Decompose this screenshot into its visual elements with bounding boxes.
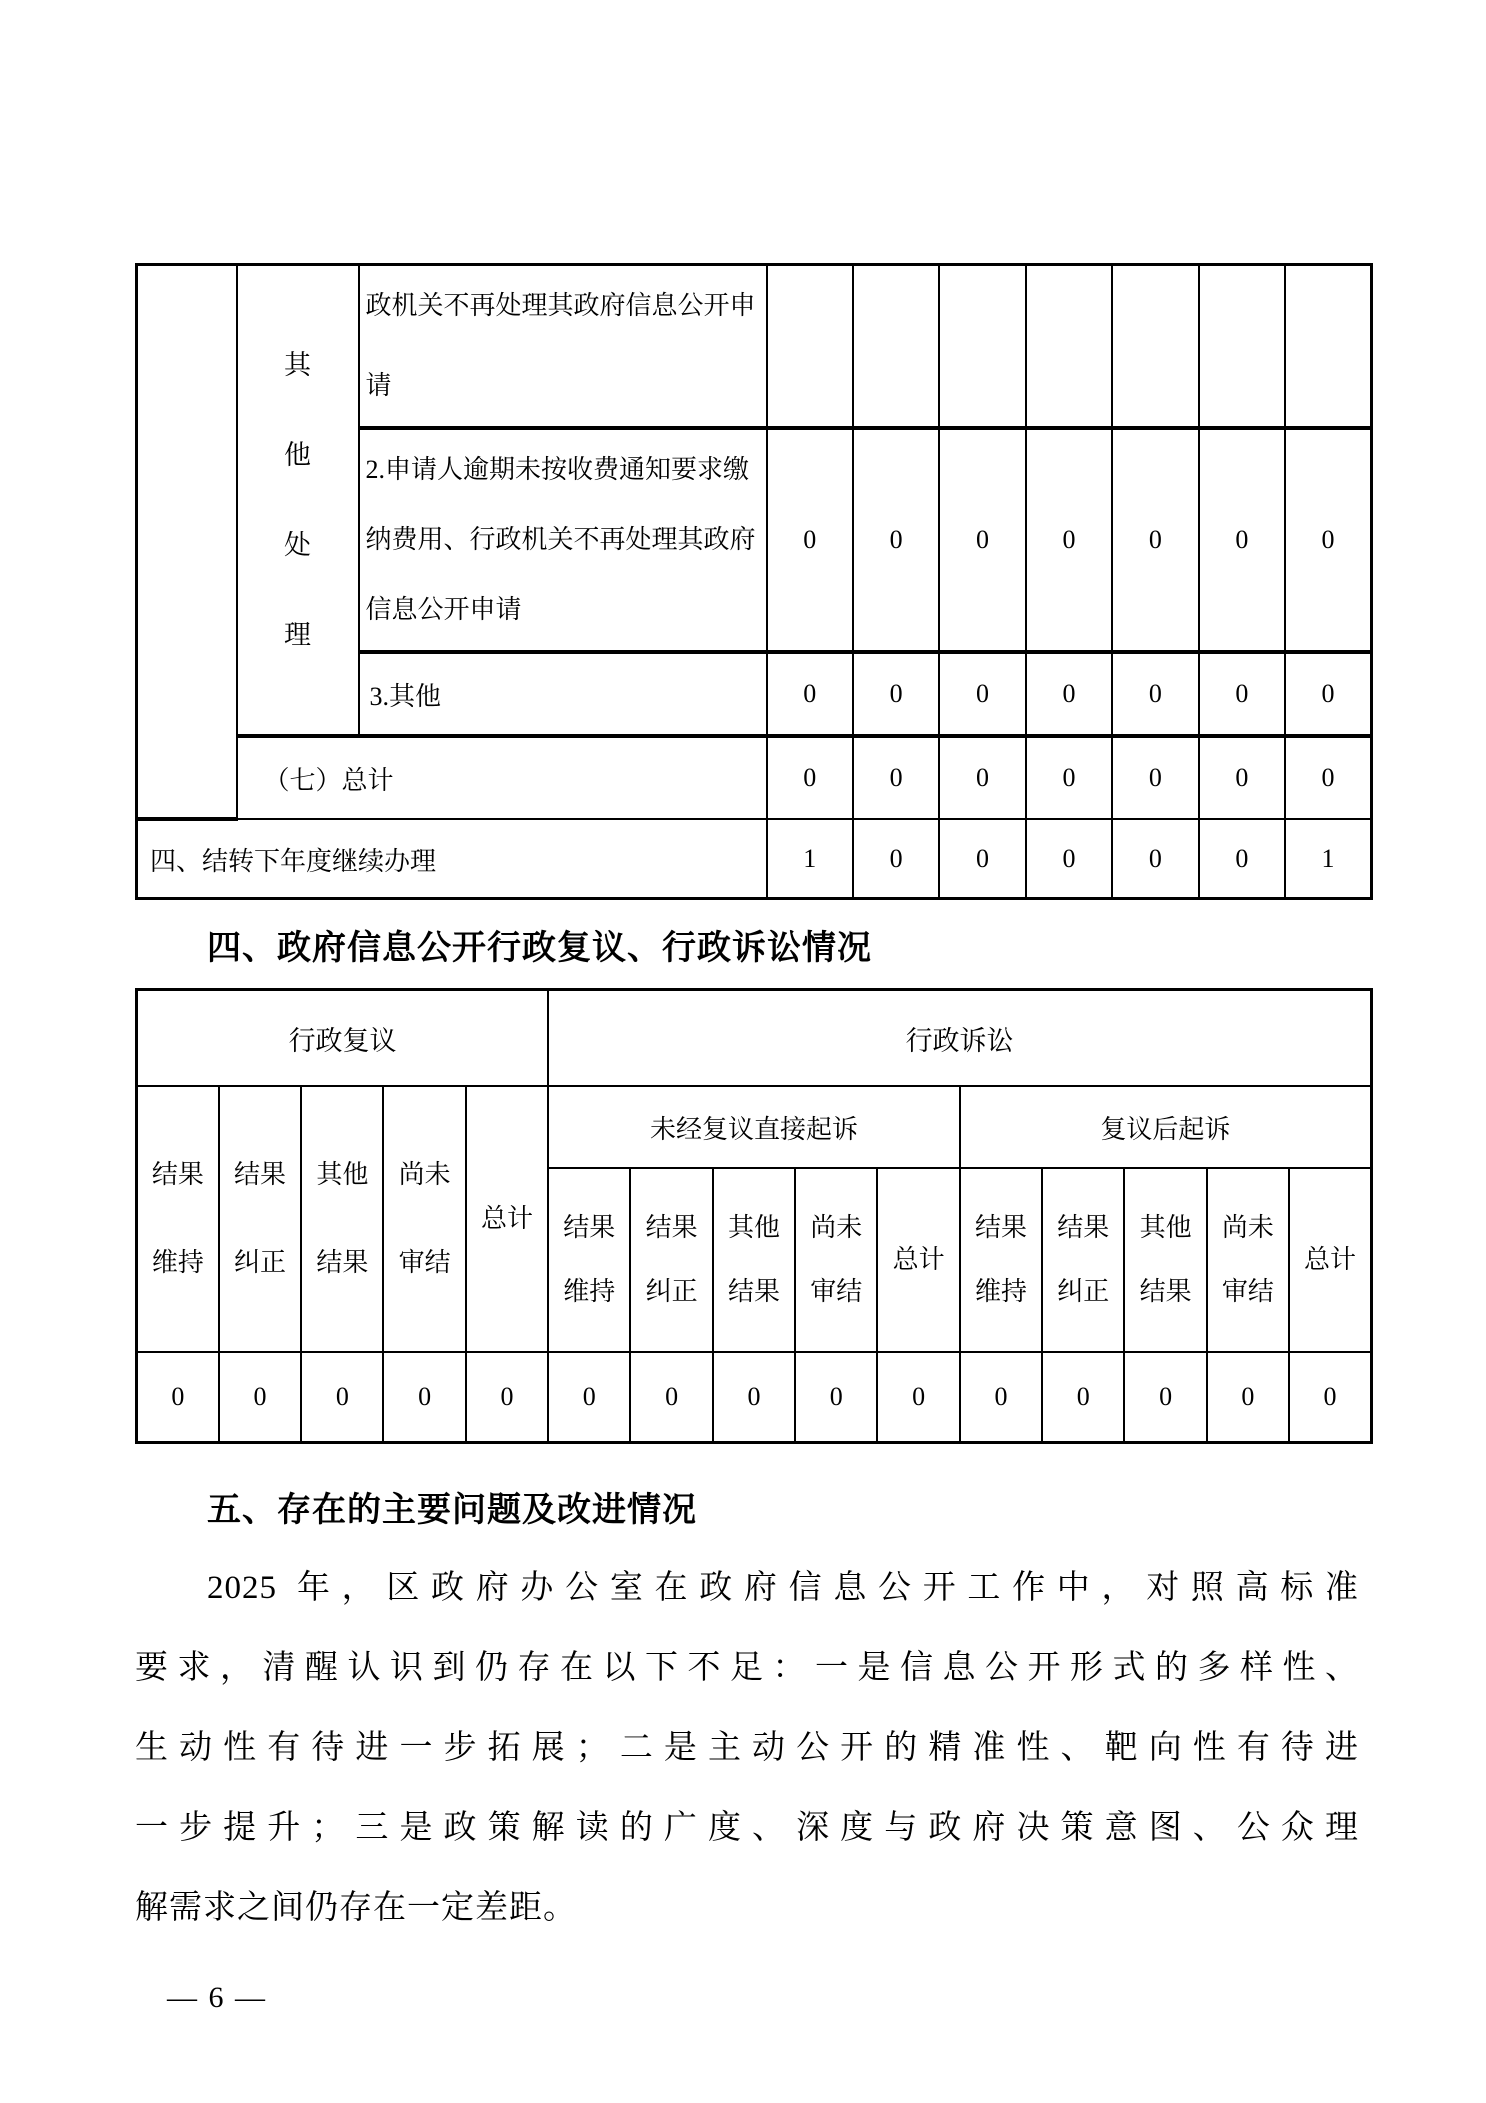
value-cell — [853, 265, 939, 429]
column-header: 尚未审结 — [383, 1086, 465, 1352]
side-label-cell — [237, 265, 359, 737]
row-label-cell: 3.其他 — [359, 652, 767, 736]
value-cell: 0 — [960, 1352, 1042, 1443]
column-header: 结果纠正 — [1042, 1168, 1124, 1352]
side-label: 其他处理 — [284, 350, 311, 650]
value-cell: 0 — [219, 1352, 301, 1443]
column-header: 总计 — [877, 1168, 959, 1352]
column-group-header-litigation: 行政诉讼 — [548, 990, 1371, 1087]
value-cell — [1199, 265, 1285, 429]
table-row — [137, 819, 1372, 899]
disclosure-requests-table-continuation — [135, 263, 1373, 900]
value-cell: 0 — [1285, 736, 1371, 819]
column-header: 其他结果 — [713, 1168, 795, 1352]
value-cell: 0 — [1112, 428, 1198, 652]
value-cell: 0 — [630, 1352, 712, 1443]
section-heading-administrative-review: 四、政府信息公开行政复议、行政诉讼情况 — [207, 929, 872, 967]
paragraph-line: 解需求之间仍存在一定差距。 — [135, 1890, 577, 1926]
column-header: 结果纠正 — [219, 1086, 301, 1352]
value-cell: 0 — [548, 1352, 630, 1443]
review-litigation-table — [135, 988, 1373, 1444]
value-cell: 0 — [853, 819, 939, 899]
value-cell: 1 — [1285, 819, 1371, 899]
value-cell: 0 — [939, 819, 1025, 899]
value-cell: 0 — [1112, 819, 1198, 899]
value-cell: 0 — [1285, 652, 1371, 736]
value-cell — [1285, 265, 1371, 429]
column-header: 总计 — [466, 1086, 548, 1352]
section-heading-problems: 五、存在的主要问题及改进情况 — [207, 1491, 697, 1529]
row-label-cell: 四、结转下年度继续办理 — [137, 819, 767, 899]
column-header: 结果维持 — [548, 1168, 630, 1352]
value-cell: 0 — [853, 652, 939, 736]
value-cell: 0 — [1199, 428, 1285, 652]
paragraph-line: 一步提升；三是政策解读的广度、深度与政府决策意图、公众理 — [135, 1810, 1359, 1846]
value-cell — [1026, 265, 1112, 429]
value-cell: 0 — [853, 736, 939, 819]
paragraph-line: 生动性有待进一步拓展；二是主动公开的精准性、靶向性有待进 — [135, 1730, 1359, 1766]
value-cell: 0 — [767, 652, 853, 736]
value-cell: 0 — [1026, 736, 1112, 819]
value-cell: 0 — [713, 1352, 795, 1443]
column-group-header-review: 行政复议 — [137, 990, 549, 1087]
value-cell: 0 — [939, 428, 1025, 652]
value-cell: 0 — [767, 428, 853, 652]
value-cell: 0 — [383, 1352, 465, 1443]
value-cell: 0 — [767, 736, 853, 819]
column-subgroup-header-suit-after-review: 复议后起诉 — [960, 1086, 1372, 1168]
value-cell: 0 — [853, 428, 939, 652]
page-number: — 6 — — [167, 1981, 267, 2014]
value-cell: 0 — [1289, 1352, 1371, 1443]
column-header: 结果纠正 — [630, 1168, 712, 1352]
value-cell: 0 — [301, 1352, 383, 1443]
column-header: 其他结果 — [301, 1086, 383, 1352]
value-cell: 0 — [1199, 652, 1285, 736]
value-cell: 0 — [877, 1352, 959, 1443]
value-cell: 0 — [795, 1352, 877, 1443]
value-cell: 0 — [939, 652, 1025, 736]
table-row — [137, 736, 1372, 819]
column-subgroup-header-direct-suit: 未经复议直接起诉 — [548, 1086, 960, 1168]
value-cell — [767, 265, 853, 429]
table-row — [137, 265, 1372, 429]
column-header: 结果维持 — [137, 1086, 219, 1352]
value-cell: 0 — [1285, 428, 1371, 652]
problems-paragraph — [135, 1548, 1359, 1948]
spanner-cell — [137, 265, 237, 820]
row-label-cell: （七）总计 — [237, 736, 767, 819]
row-label-cell: 2.申请人逾期未按收费通知要求缴纳费用、行政机关不再处理其政府信息公开申请 — [359, 428, 767, 652]
value-cell: 0 — [1112, 736, 1198, 819]
value-cell: 0 — [939, 736, 1025, 819]
value-cell: 0 — [1207, 1352, 1289, 1443]
paragraph-line: 要求，清醒认识到仍存在以下不足：一是信息公开形式的多样性、 — [135, 1650, 1359, 1686]
row-label-cell: 政机关不再处理其政府信息公开申请 — [359, 265, 767, 429]
value-cell: 0 — [1124, 1352, 1206, 1443]
value-cell: 0 — [1026, 819, 1112, 899]
table-row — [137, 1086, 1372, 1168]
table-row — [137, 990, 1372, 1087]
value-cell: 0 — [137, 1352, 219, 1443]
table-row — [137, 1352, 1372, 1443]
value-cell: 0 — [1199, 819, 1285, 899]
column-header: 尚未审结 — [1207, 1168, 1289, 1352]
value-cell: 0 — [466, 1352, 548, 1443]
value-cell: 0 — [1112, 652, 1198, 736]
column-header: 结果维持 — [960, 1168, 1042, 1352]
column-header: 其他结果 — [1124, 1168, 1206, 1352]
value-cell — [1112, 265, 1198, 429]
value-cell: 0 — [1026, 428, 1112, 652]
value-cell: 1 — [767, 819, 853, 899]
column-header: 尚未审结 — [795, 1168, 877, 1352]
value-cell: 0 — [1042, 1352, 1124, 1443]
column-header: 总计 — [1289, 1168, 1371, 1352]
value-cell: 0 — [1199, 736, 1285, 819]
value-cell — [939, 265, 1025, 429]
value-cell: 0 — [1026, 652, 1112, 736]
paragraph-line: 2025 年，区政府办公室在政府信息公开工作中，对照高标准 — [207, 1570, 1359, 1606]
